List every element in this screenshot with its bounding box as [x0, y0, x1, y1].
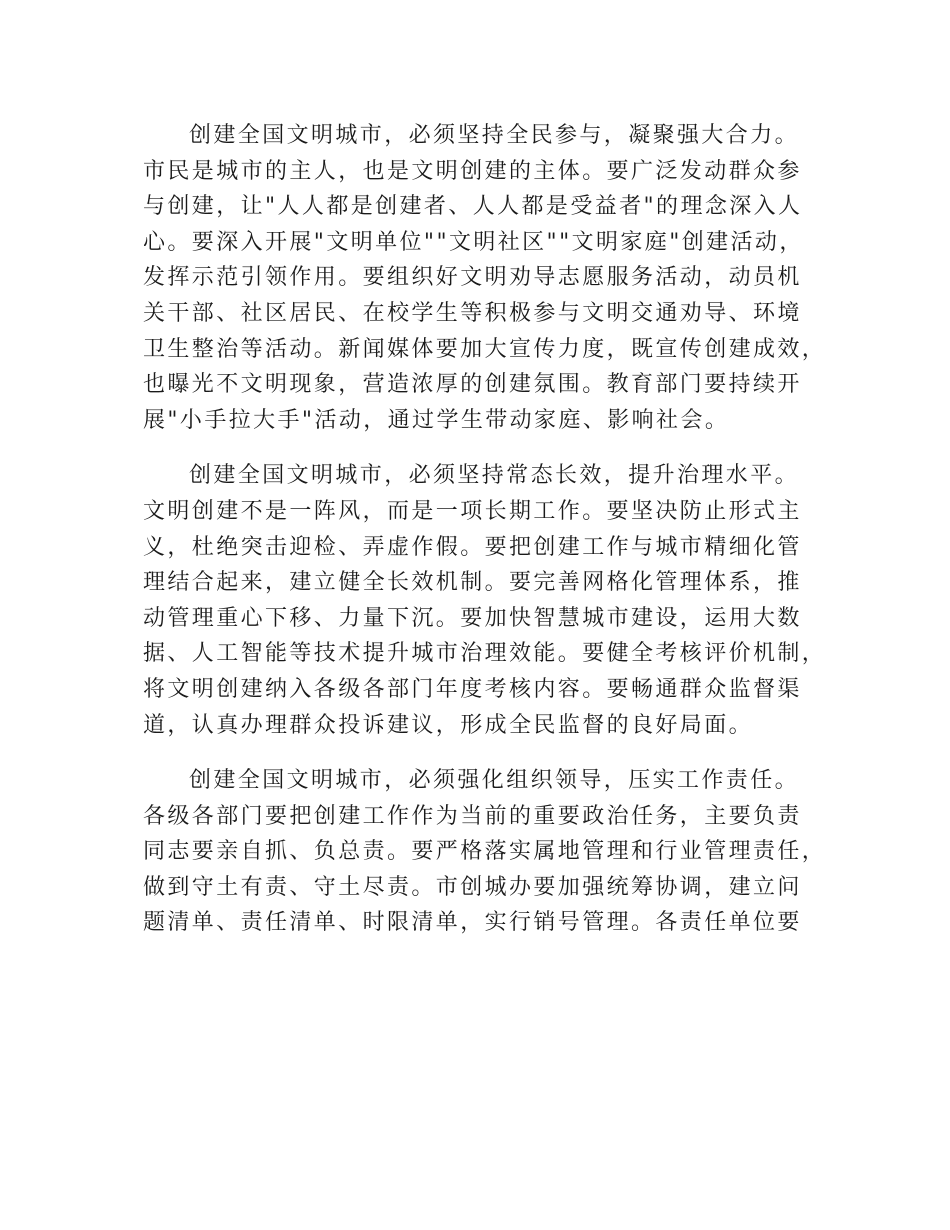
- text-line: 各级各部门要把创建工作作为当前的重要政治任务，主要负责: [143, 803, 802, 829]
- text-line: 题清单、责任清单、时限清单，实行销号管理。各责任单位要: [143, 910, 802, 936]
- text-line: 关干部、社区居民、在校学生等积极参与文明交通劝导、环境: [143, 300, 802, 326]
- document-page: [143, 118, 827, 961]
- text-line: 发挥示范引领作用。要组织好文明劝导志愿服务活动，动员机: [143, 265, 802, 291]
- paragraph-organizational-leadership: [143, 763, 827, 941]
- text-line: 卫生整治等活动。新闻媒体要加大宣传力度，既宣传创建成效，: [143, 336, 827, 362]
- text-line: 义，杜绝突击迎检、弄虚作假。要把创建工作与城市精细化管: [143, 534, 802, 560]
- text-line: 道，认真办理群众投诉建议，形成全民监督的良好局面。: [143, 712, 754, 738]
- text-line: 据、人工智能等技术提升城市治理效能。要健全考核评价机制，: [143, 641, 827, 667]
- text-line: 做到守土有责、守土尽责。市创城办要加强统筹协调，建立问: [143, 874, 802, 900]
- text-line: 将文明创建纳入各级各部门年度考核内容。要畅通群众监督渠: [143, 676, 802, 702]
- text-line: 动管理重心下移、力量下沉。要加快智慧城市建设，运用大数: [143, 605, 802, 631]
- text-line: 展"小手拉大手"活动，通过学生带动家庭、影响社会。: [143, 407, 730, 433]
- text-line: 文明创建不是一阵风，而是一项长期工作。要坚决防止形式主: [143, 498, 802, 524]
- text-line: 创建全国文明城市，必须坚持全民参与，凝聚强大合力。: [189, 123, 800, 148]
- text-line: 创建全国文明城市，必须强化组织领导，压实工作责任。: [189, 768, 800, 794]
- paragraph-public-participation: [143, 118, 827, 438]
- text-line: 也曝光不文明现象，营造浓厚的创建氛围。教育部门要持续开: [143, 372, 802, 398]
- text-line: 市民是城市的主人，也是文明创建的主体。要广泛发动群众参: [143, 158, 802, 184]
- text-line: 理结合起来，建立健全长效机制。要完善网格化管理体系，推: [143, 570, 802, 596]
- text-line: 创建全国文明城市，必须坚持常态长效，提升治理水平。: [189, 463, 800, 489]
- text-line: 同志要亲自抓、负总责。要严格落实属地管理和行业管理责任，: [143, 839, 827, 865]
- paragraph-long-term-governance: [143, 458, 827, 743]
- text-line: 心。要深入开展"文明单位""文明社区""文明家庭"创建活动，: [143, 229, 804, 255]
- text-line: 与创建，让"人人都是创建者、人人都是受益者"的理念深入人: [143, 194, 803, 220]
